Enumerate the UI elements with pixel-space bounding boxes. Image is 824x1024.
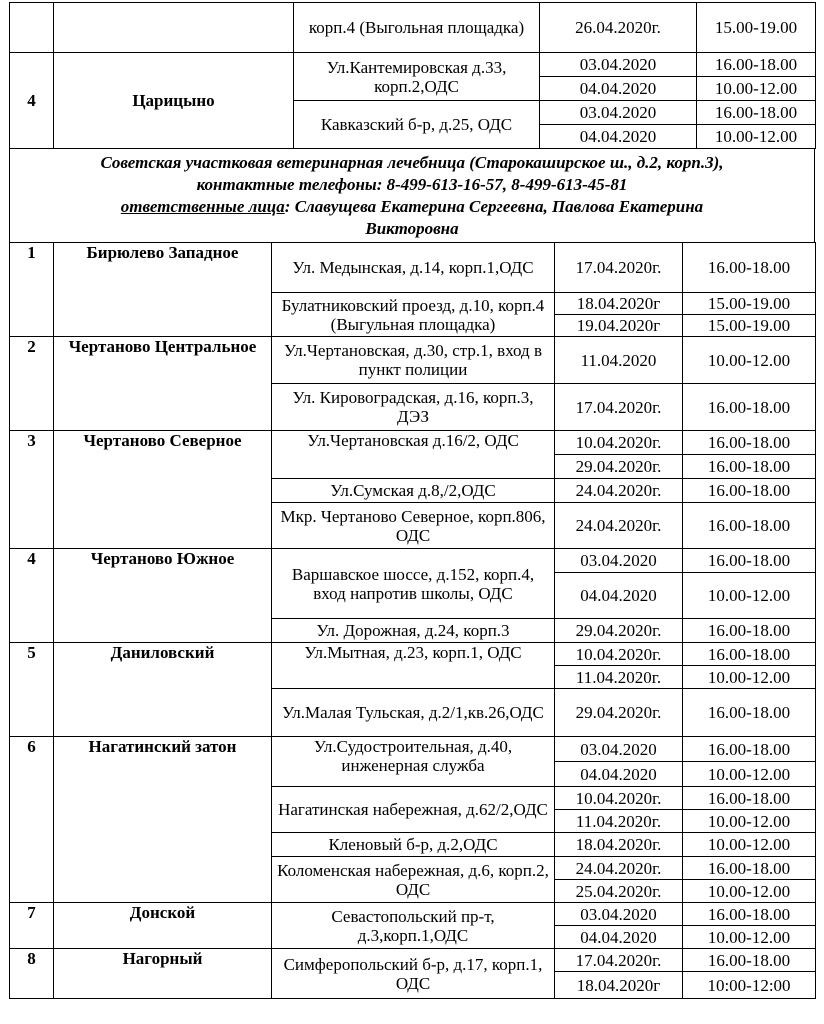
clinic-responsible-line [10,196,814,218]
table-row [10,431,816,455]
district-cell: Нагорный [54,949,272,999]
date-cell: 25.04.2020г. [555,880,683,903]
address-cell: Ул. Медынская, д.14, корп.1,ОДС [272,243,555,293]
time-cell: 16.00-18.00 [683,549,816,573]
address-cell: Кленовый б-р, д.2,ОДС [272,833,555,857]
district-cell: Бирюлево Западное [54,243,272,337]
num-cell: 7 [10,903,54,949]
time-cell: 15.00-19.00 [697,3,816,53]
date-cell: 17.04.2020г. [555,384,683,431]
date-cell: 18.04.2020г [555,293,683,315]
district-cell: Чертаново Центральное [54,337,272,431]
date-cell: 10.04.2020г. [555,431,683,455]
time-cell: 16.00-18.00 [697,53,816,77]
time-cell: 15.00-19.00 [683,293,816,315]
num-cell: 4 [10,53,54,149]
clinic-responsible-line-cont: Викторовна [365,219,459,238]
address-cell: Ул.Кантемировская д.33, корп.2,ОДС [294,53,540,101]
address-cell: корп.4 (Выгольная площадка) [294,3,540,53]
date-cell: 03.04.2020 [555,737,683,762]
date-cell: 04.04.2020 [555,573,683,619]
time-cell: 16.00-18.00 [683,384,816,431]
date-cell: 29.04.2020г. [555,689,683,737]
date-cell: 18.04.2020г. [555,833,683,857]
address-cell: Симферопольский б-р, д.17, корп.1, ОДС [272,949,555,999]
date-cell: 29.04.2020г. [555,619,683,643]
time-cell: 10.00-12.00 [683,880,816,903]
time-cell: 16.00-18.00 [683,689,816,737]
address-cell: Мкр. Чертаново Северное, корп.806, ОДС [272,503,555,549]
responsible-separator: : [284,197,295,216]
date-cell: 18.04.2020г [555,972,683,999]
num-cell: 3 [10,431,54,549]
address-cell: Ул.Чертановская, д.30, стр.1, вход в пункт полиции [272,337,555,384]
time-cell: 10.00-12.00 [697,125,816,149]
address-cell: Булатниковский проезд, д.10, корп.4 (Выгульная площадка) [272,293,555,337]
date-cell: 04.04.2020 [555,926,683,949]
num-cell: 1 [10,243,54,337]
date-cell: 03.04.2020 [540,101,697,125]
time-cell: 10.00-12.00 [683,337,816,384]
time-cell: 16.00-18.00 [683,431,816,455]
address-cell: Кавказский б-р, д.25, ОДС [294,101,540,149]
table-row [10,243,816,293]
time-cell: 10:00-12:00 [683,972,816,999]
time-cell: 10.00-12.00 [683,833,816,857]
responsible-label: ответственные лица [120,197,285,216]
table-row [10,3,816,53]
clinic-phones-line: контактные телефоны: 8-499-613-16-57, 8-499-613-45-81 [196,175,628,194]
district-cell: Донской [54,903,272,949]
time-cell: 16.00-18.00 [683,455,816,479]
table-row [10,737,816,762]
address-cell: Ул.Судостроительная, д.40, инженерная служба [272,737,555,787]
time-cell: 10.00-12.00 [697,77,816,101]
date-cell: 11.04.2020 [555,337,683,384]
num-cell: 8 [10,949,54,999]
date-cell: 03.04.2020 [555,903,683,926]
schedule-table-top [9,2,816,149]
time-cell: 16.00-18.00 [683,857,816,880]
address-cell: Варшавское шоссе, д.152, корп.4, вход напротив школы, ОДС [272,549,555,619]
schedule-table-main [9,242,816,999]
district-cell [54,3,294,53]
date-cell: 04.04.2020 [540,125,697,149]
address-cell: Ул.Сумская д.8,/2,ОДС [272,479,555,503]
table-row [10,337,816,384]
time-cell: 16.00-18.00 [683,787,816,810]
address-cell: Ул.Малая Тульская, д.2/1,кв.26,ОДС [272,689,555,737]
time-cell: 16.00-18.00 [683,737,816,762]
date-cell: 03.04.2020 [555,549,683,573]
time-cell: 10.00-12.00 [683,573,816,619]
time-cell: 16.00-18.00 [683,243,816,293]
num-cell: 2 [10,337,54,431]
date-cell: 24.04.2020г. [555,857,683,880]
date-cell: 10.04.2020г. [555,787,683,810]
time-cell: 16.00-18.00 [683,903,816,926]
address-cell: Ул. Дорожная, д.24, корп.3 [272,619,555,643]
time-cell: 10.00-12.00 [683,810,816,833]
date-cell: 19.04.2020г [555,315,683,337]
date-cell: 17.04.2020г. [555,243,683,293]
clinic-header [9,148,815,242]
table-row [10,949,816,972]
table-row [10,643,816,666]
time-cell: 16.00-18.00 [683,503,816,549]
district-cell: Чертаново Южное [54,549,272,643]
date-cell: 11.04.2020г. [555,666,683,689]
date-cell: 17.04.2020г. [555,949,683,972]
address-cell: Ул.Чертановская д.16/2, ОДС [272,431,555,479]
address-cell: Ул.Мытная, д.23, корп.1, ОДС [272,643,555,689]
district-cell: Чертаново Северное [54,431,272,549]
num-cell: 5 [10,643,54,737]
clinic-name-line: Советская участковая ветеринарная лечебница (Старокаширское ш., д.2, корп.3), [100,153,724,172]
time-cell: 16.00-18.00 [683,949,816,972]
date-cell: 04.04.2020 [555,762,683,787]
date-cell: 11.04.2020г. [555,810,683,833]
date-cell: 03.04.2020 [540,53,697,77]
district-cell: Нагатинский затон [54,737,272,903]
time-cell: 16.00-18.00 [683,479,816,503]
address-cell: Коломенская набережная, д.6, корп.2, ОДС [272,857,555,903]
time-cell: 16.00-18.00 [683,643,816,666]
date-cell: 29.04.2020г. [555,455,683,479]
date-cell: 10.04.2020г. [555,643,683,666]
responsible-names: Славущева Екатерина Сергеевна, Павлова Екатерина [294,197,704,216]
date-cell: 04.04.2020 [540,77,697,101]
num-cell: 4 [10,549,54,643]
time-cell: 15.00-19.00 [683,315,816,337]
time-cell: 16.00-18.00 [697,101,816,125]
table-row [10,903,816,926]
time-cell: 10.00-12.00 [683,926,816,949]
date-cell: 24.04.2020г. [555,503,683,549]
time-cell: 10.00-12.00 [683,666,816,689]
time-cell: 16.00-18.00 [683,619,816,643]
table-row [10,549,816,573]
district-cell: Царицыно [54,53,294,149]
address-cell: Нагатинская набережная, д.62/2,ОДС [272,787,555,833]
num-cell [10,3,54,53]
date-cell: 26.04.2020г. [540,3,697,53]
num-cell: 6 [10,737,54,903]
date-cell: 24.04.2020г. [555,479,683,503]
district-cell: Даниловский [54,643,272,737]
address-cell: Ул. Кировоградская, д.16, корп.3, ДЭЗ [272,384,555,431]
address-cell: Севастопольский пр-т, д.3,корп.1,ОДС [272,903,555,949]
time-cell: 10.00-12.00 [683,762,816,787]
table-row [10,53,816,77]
